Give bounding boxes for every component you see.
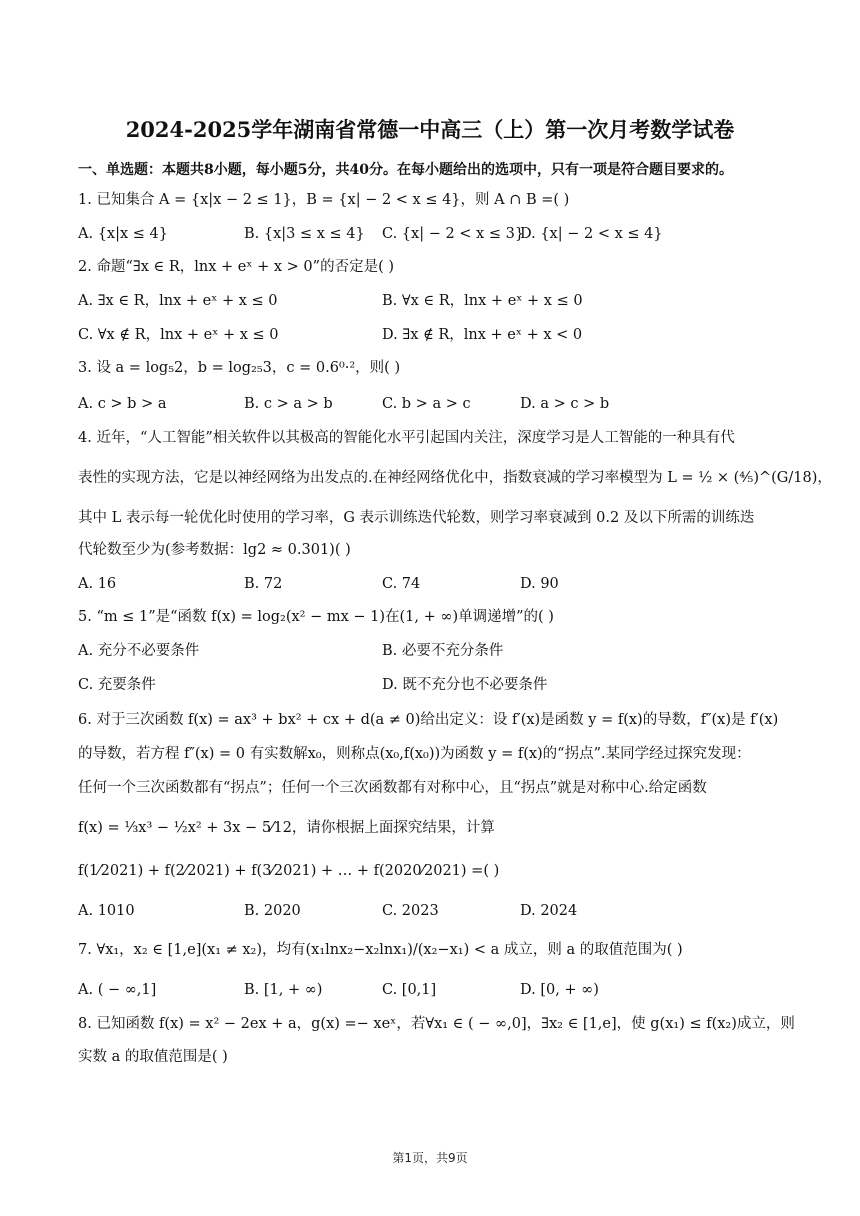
option-c: C. 74 [382,576,421,592]
option-b: B. [1, + ∞) [244,982,323,998]
question-4-line-3: 其中 L 表示每一轮优化时使用的学习率，G 表示训练迭代轮数，则学习率衰减到 0.2 及以下所需的训练迭 [78,510,755,526]
option-c: C. [0,1] [382,982,437,998]
question-5-stem: 5. “m ≤ 1”是“函数 f(x) = log₂(x² − mx − 1)在(1, + ∞)单调递增”的( ) [78,609,554,625]
option-a: A. ∃x ∈ R，lnx + eˣ + x ≤ 0 [78,293,278,309]
option-d: D. {x| − 2 < x ≤ 4} [520,226,663,242]
question-6-line-1: 6. 对于三次函数 f(x) = ax³ + bx² + cx + d(a ≠ 0)给出定义：设 f′(x)是函数 y = f(x)的导数，f″(x)是 f′(x) [78,712,779,728]
question-1-stem: 1. 已知集合 A = {x|x − 2 ≤ 1}，B = {x| − 2 < x ≤ 4}，则 A ∩ B =( ) [78,192,570,208]
question-2-stem: 2. 命题“∃x ∈ R，lnx + eˣ + x > 0”的否定是( ) [78,259,394,275]
option-b: B. 必要不充分条件 [382,643,504,659]
option-d: D. 2024 [520,903,578,919]
option-d: D. 90 [520,576,559,592]
question-4-line-2: 表性的实现方法，它是以神经网络为出发点的.在神经网络优化中，指数衰减的学习率模型为 L = ½ × (⁴⁄₅)^(G/18)， [78,470,832,486]
question-3-stem: 3. 设 a = log₅2，b = log₂₅3，c = 0.6⁰·²，则( ) [78,360,401,376]
question-4-line-1: 4. 近年，“人工智能”相关软件以其极高的智能化水平引起国内关注，深度学习是人工智能的一种具有代 [78,430,735,446]
option-c: C. 2023 [382,903,439,919]
option-d: D. a > c > b [520,396,610,412]
question-8-line-1: 8. 已知函数 f(x) = x² − 2ex + a，g(x) =− xeˣ，若∀x₁ ∈ ( − ∞,0]，∃x₂ ∈ [1,e]，使 g(x₁) ≤ f(x₂)成立，则 [78,1016,795,1032]
page-footer: 第1页，共9页 [392,1151,468,1165]
option-a: A. {x|x ≤ 4} [78,226,168,242]
option-d: D. [0, + ∞) [520,982,599,998]
option-a: A. 充分不必要条件 [78,643,200,659]
section-heading-single-choice: 一、单选题：本题共8小题，每小题5分，共40分。在每小题给出的选项中，只有一项是符合题目要求的。 [78,162,733,178]
option-b: B. c > a > b [244,396,333,412]
question-6-line-2: 的导数，若方程 f″(x) = 0 有实数解x₀，则称点(x₀,f(x₀))为函数 y = f(x)的“拐点”.某同学经过探究发现： [78,746,751,762]
option-b: B. {x|3 ≤ x ≤ 4} [244,226,365,242]
exam-title: 2024-2025学年湖南省常德一中高三（上）第一次月考数学试卷 [125,117,735,142]
option-c: C. ∀x ∉ R，lnx + eˣ + x ≤ 0 [78,327,279,343]
option-c: C. {x| − 2 < x ≤ 3} [382,226,525,242]
question-6-line-4: f(x) = ⅓x³ − ½x² + 3x − 5⁄12，请你根据上面探究结果，计算 [78,820,495,836]
option-c: C. b > a > c [382,396,471,412]
option-b: B. 72 [244,576,283,592]
option-c: C. 充要条件 [78,677,156,693]
option-b: B. 2020 [244,903,301,919]
option-b: B. ∀x ∈ R，lnx + eˣ + x ≤ 0 [382,293,583,309]
question-7-stem: 7. ∀x₁，x₂ ∈ [1,e](x₁ ≠ x₂)，均有(x₁lnx₂−x₂lnx₁)/(x₂−x₁) < a 成立，则 a 的取值范围为( ) [78,942,683,958]
option-a: A. ( − ∞,1] [78,982,157,998]
option-d: D. ∃x ∉ R，lnx + eˣ + x < 0 [382,327,583,343]
question-8-line-2: 实数 a 的取值范围是( ) [78,1049,228,1065]
question-4-line-4: 代轮数至少为(参考数据：lg2 ≈ 0.301)( ) [78,542,351,558]
option-a: A. c > b > a [78,396,167,412]
option-d: D. 既不充分也不必要条件 [382,677,548,693]
option-a: A. 1010 [78,903,135,919]
option-a: A. 16 [78,576,117,592]
question-6-line-3: 任何一个三次函数都有“拐点”；任何一个三次函数都有对称中心，且“拐点”就是对称中心.给定函数 [78,780,707,796]
question-6-line-5: f(1⁄2021) + f(2⁄2021) + f(3⁄2021) + … + f(2020⁄2021) =( ) [78,863,500,879]
